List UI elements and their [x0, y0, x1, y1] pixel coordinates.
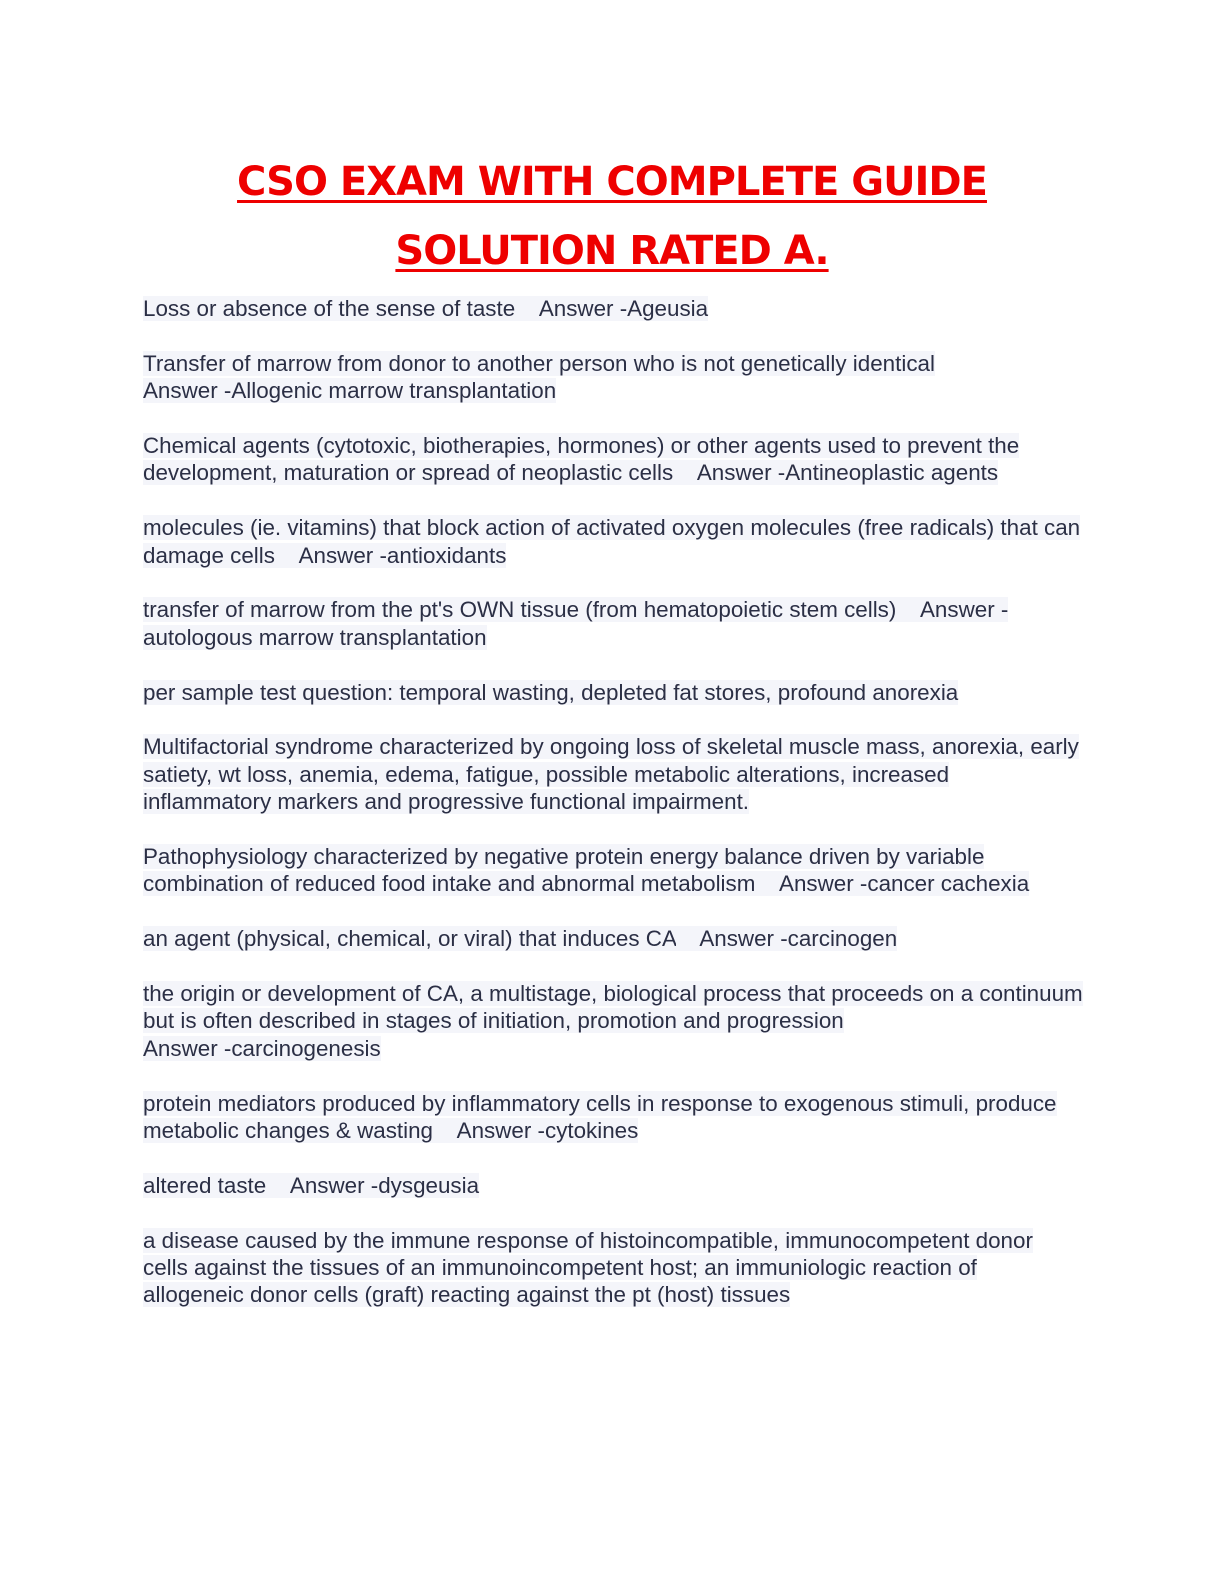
- title-line-2: SOLUTION RATED A.: [395, 228, 829, 274]
- question-text: protein mediators produced by inflammatory cells in response to exogenous stimuli, produce metabolic changes & wasting: [143, 1090, 1057, 1144]
- question-text: per sample test question: temporal wasting, depleted fat stores, profound anorexia: [143, 679, 959, 705]
- qa-item: [143, 514, 1083, 569]
- qa-item: [143, 1172, 1083, 1199]
- qa-item: [143, 733, 1083, 815]
- question-text: an agent (physical, chemical, or viral) that induces CA: [143, 926, 676, 952]
- qa-item: [143, 432, 1083, 487]
- qa-item: [143, 295, 1083, 322]
- answer-text: Answer -cytokines: [456, 1118, 639, 1144]
- question-text: molecules (ie. vitamins) that block action of activated oxygen molecules (free radicals) that can damage cells: [143, 515, 1081, 568]
- answer-text: Answer -Allogenic marrow transplantation: [143, 378, 557, 404]
- question-text: Multifactorial syndrome characterized by ongoing loss of skeletal muscle mass, anorexia, early satiety, wt loss, anemia, edema, fatigue, possible metabolic alterations, increased inflammatory markers and progressive functional impairment.: [143, 734, 1079, 815]
- qa-item: [143, 596, 1083, 651]
- qa-item: [143, 925, 1083, 952]
- question-text: Transfer of marrow from donor to another person who is not genetically identical: [143, 350, 935, 376]
- answer-text: Answer -autologous marrow transplantation: [143, 597, 1009, 650]
- answer-text: Answer -Ageusia: [538, 296, 709, 321]
- answer-text: Answer -dysgeusia: [289, 1172, 480, 1198]
- question-text: a disease caused by the immune response of histoincompatible, immunocompetent donor cells against the tissues of an immunoincompetent host; an immuniologic reaction of allogeneic donor cells (graft) reacting against the pt (host) tissues: [143, 1227, 1033, 1308]
- answer-text: Answer -Antineoplastic agents: [696, 460, 999, 486]
- qa-item: [143, 679, 1083, 706]
- qa-list: [143, 295, 1083, 1336]
- answer-text: Answer -cancer cachexia: [779, 871, 1030, 897]
- answer-text: Answer -carcinogen: [699, 926, 898, 952]
- question-text: altered taste: [143, 1172, 267, 1198]
- question-text: the origin or development of CA, a multistage, biological process that proceeds on a continuum but is often described in stages of initiation, promotion and progression: [143, 981, 1083, 1034]
- question-text: Loss or absence of the sense of taste: [143, 296, 516, 321]
- document-title: [0, 148, 1224, 286]
- answer-text: Answer -antioxidants: [298, 542, 507, 568]
- title-line-1: CSO EXAM WITH COMPLETE GUIDE: [237, 159, 987, 205]
- question-text: Chemical agents (cytotoxic, biotherapies, hormones) or other agents used to prevent the development, maturation or spread of neoplastic cells: [143, 433, 1020, 486]
- qa-item: [143, 980, 1083, 1062]
- qa-item: [143, 1227, 1083, 1309]
- qa-item: [143, 350, 1083, 405]
- qa-item: [143, 1090, 1083, 1145]
- question-text: Pathophysiology characterized by negative protein energy balance driven by variable combination of reduced food intake and abnormal metabolism: [143, 844, 985, 897]
- answer-text: Answer -carcinogenesis: [143, 1035, 381, 1061]
- qa-item: [143, 843, 1083, 898]
- question-text: transfer of marrow from the pt's OWN tissue (from hematopoietic stem cells): [143, 597, 897, 623]
